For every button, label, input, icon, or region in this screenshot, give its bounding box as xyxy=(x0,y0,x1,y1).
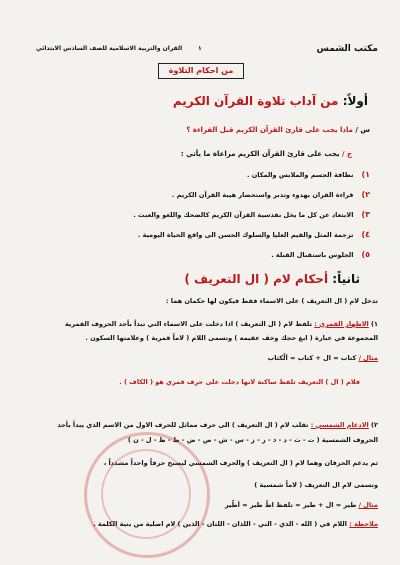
question-prefix: س / xyxy=(355,126,370,134)
list-item-number: ٣) xyxy=(361,210,370,219)
page-number: ١ xyxy=(198,45,202,52)
izhar-title: الاظهار القمري : xyxy=(314,320,369,328)
list-item-number: ٢) xyxy=(361,190,370,199)
list-item xyxy=(40,170,370,179)
izhar-line-1 xyxy=(28,319,378,330)
list-item-number: ١) xyxy=(361,170,370,179)
part2-heading xyxy=(140,272,360,286)
list-item-text: الابتعاد عن كل ما يخل بقدسية القرآن الكريم كالضحك واللغو والعبث . xyxy=(133,211,354,219)
list-item-text: نظافة الجسم والملابس والمكان . xyxy=(246,171,354,179)
idgham-title: الادغام الشمسي : xyxy=(310,421,369,429)
list-item xyxy=(40,190,370,199)
part2-title: أحكام لام ( ال التعريف ) xyxy=(184,272,329,286)
list-item xyxy=(40,230,370,239)
idgham-number: ٢) xyxy=(371,421,378,429)
list-item xyxy=(40,210,370,219)
idgham-body-d: وتسمى لام ال التعريف ( لاماً شمسية ) xyxy=(254,481,378,489)
answer-prefix: ج / xyxy=(341,150,352,158)
izhar-example-label: مثال / xyxy=(358,354,378,362)
list-item-number: ٤) xyxy=(361,230,370,239)
idgham-example-label: مثال / xyxy=(358,501,378,509)
shop-name: مكتب الشمس xyxy=(316,44,378,54)
list-item-text: ترجمة المثل والقيم العليا والسلوك الحسن الى واقع الحياة اليومية . xyxy=(137,231,354,239)
stamp-seal xyxy=(84,432,210,558)
idgham-body-b: الحروف الشمسية ( ت - ث - د - ذ - ر - ز - س - ش - ص - ض - ط - ظ - ل - ن ) xyxy=(127,436,378,444)
part1-title: من آداب تلاوة القرآن الكريم xyxy=(172,94,339,108)
question-text: ماذا يجب على قارئ القرآن الكريم قبل القراءة ؟ xyxy=(186,126,353,134)
part1-heading xyxy=(108,94,368,108)
list-item xyxy=(40,250,370,259)
subject-title: القران والتربية الاسلامية للصف السادس الابتدائي xyxy=(36,45,183,52)
idgham-line-1 xyxy=(28,420,378,431)
part1-label: أولاً: xyxy=(342,94,368,108)
izhar-example xyxy=(28,353,378,364)
part2-label: ثانياً: xyxy=(332,272,360,286)
list-item-text: قراءة القران بهدوء وتدبر واستحضار هيبة القرآن الكريم . xyxy=(171,191,354,199)
section-title-box: من احكام التلاوة xyxy=(158,63,244,79)
izhar-note: فلام ( ال ) التعريف تلفظ ساكنة لانها دخلت على حرف قمري هو ( الكاف ) . xyxy=(119,378,360,386)
idgham-example-text: طير = ال + طير = تلفظ اطْ طير = اَطّير xyxy=(224,501,357,509)
idgham-note-label: ملاحظة : xyxy=(349,520,378,528)
answer-text: يجب على قارئ القرآن الكريم مراعاة ما يأتي : xyxy=(180,150,340,158)
izhar-number: ١) xyxy=(371,320,378,328)
question-1 xyxy=(10,126,370,134)
idgham-note-text: اللام في ( الله - الذي - التي - اللذان - اللتان - الذين ) لام اصلية من بنية الكلمة . xyxy=(93,520,347,528)
list-item-number: ٥) xyxy=(361,250,370,259)
intro-paragraph: تدخل لام ( ال التعريف ) على الاسماء فقط فيكون لها حكمان هما : xyxy=(165,297,378,305)
izhar-example-text: كتاب = ال + كتاب = اَلْكتاب xyxy=(267,354,357,362)
list-item-text: الجلوس باستقبال القبلة . xyxy=(271,251,354,259)
answer-1 xyxy=(52,150,352,158)
izhar-body-b: المجموعة في عبارة ( ابغ حجك وخف عقيمه ) وتسمى اللام ( لاماً قمرية ) وعلامتها السكون . xyxy=(85,334,378,342)
idgham-body-a: تقلب لام ( ال التعريف ) الى حرف مماثل للحرف الاول من الاسم الذي يبدأ بأحد xyxy=(57,421,309,429)
idgham-body-c: ثم يدغم الحرفان وهما لام ( ال التعريف ) والحرف الشمسي ليصبح حرفاً واحداً مشدداً ، xyxy=(103,459,378,467)
izhar-body-a: تلفظ لام ( ال التعريف ) اذا دخلت على الاسماء التي تبدأ بأحد الحروف القمرية xyxy=(64,320,313,328)
